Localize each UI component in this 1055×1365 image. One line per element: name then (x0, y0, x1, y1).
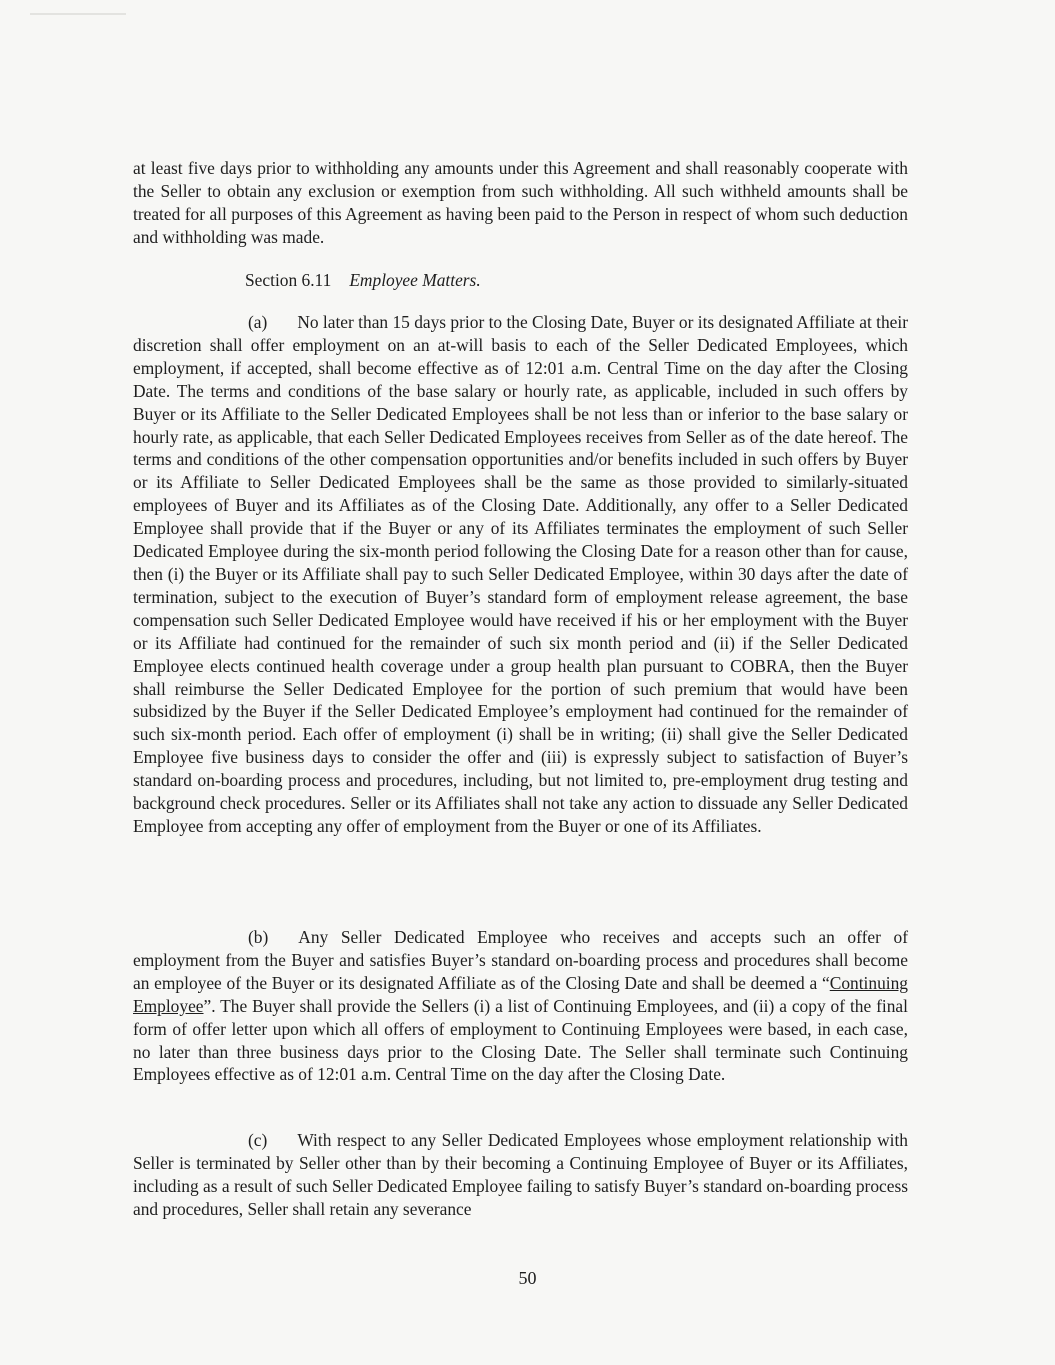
section-title: Employee Matters. (349, 270, 481, 290)
scan-artifact (30, 13, 126, 15)
section-number: Section 6.11 (245, 270, 332, 290)
page-number: 50 (518, 1268, 537, 1288)
paragraph-a (133, 311, 908, 838)
paragraph-c (133, 1129, 908, 1221)
paragraph-b-label: (b) (248, 927, 269, 947)
section-heading (245, 269, 481, 292)
paragraph-b-text-before: Any Seller Dedicated Employee who receives and accepts such an offer of employment from the Buyer and satisfies Buyer’s standard on-boarding process and procedures shall become an employee of the Buyer or its designated Affiliate as of the Closing Date and shall be deemed a “ (133, 927, 908, 993)
paragraph-c-text: With respect to any Seller Dedicated Employees whose employment relationship with Seller is terminated by Seller other than by their becoming a Continuing Employee of Buyer or its Affiliates, including as a result of such Seller Dedicated Employee failing to satisfy Buyer’s standard on-boarding process and procedures, Seller shall retain any severance (133, 1130, 908, 1219)
intro-paragraph: at least five days prior to withholding any amounts under this Agreement and shall reasonably cooperate with the Seller to obtain any exclusion or exemption from such withholding. All such withheld amounts shall be treated for all purposes of this Agreement as having been paid to the Person in respect of whom such deduction and withholding was made. (133, 158, 908, 247)
paragraph-b (133, 926, 908, 1086)
paragraph-a-label: (a) (248, 312, 268, 332)
paragraph-c-label: (c) (248, 1130, 268, 1150)
paragraph-a-text: No later than 15 days prior to the Closing Date, Buyer or its designated Affiliate at their discretion shall offer employment on an at-will basis to each of the Seller Dedicated Employees, which employment, if accepted, shall become effective as of 12:01 a.m. Central Time on the day after the Closing Date. The terms and conditions of the base salary or hourly rate, as applicable, included in such offers by Buyer or its Affiliate to the Seller Dedicated Employees shall be not less than or inferior to the base salary or hourly rate, as applicable, that each Seller Dedicated Employees receives from Seller as of the date hereof. The terms and conditions of the other compensation opportunities and/or benefits included in such offers by Buyer or its Affiliate to Seller Dedicated Employees shall be the same as those provided to similarly-situated employees of Buyer and its Affiliates as of the Closing Date. Additionally, any offer to a Seller Dedicated Employee shall provide that if the Buyer or any of its Affiliates terminates the employment of such Seller Dedicated Employee during the six-month period following the Closing Date for a reason other than for cause, then (i) the Buyer or its Affiliate shall pay to such Seller Dedicated Employee, within 30 days after the date of termination, subject to the execution of Buyer’s standard form of employment release agreement, the base compensation such Seller Dedicated Employee would have received if his or her employment with the Buyer or its Affiliate had continued for the remainder of such six month period and (ii) if the Seller Dedicated Employee elects continued health coverage under a group health plan pursuant to COBRA, then the Buyer shall reimburse the Seller Dedicated Employee for the portion of such premium that would have been subsidized by the Buyer if the Seller Dedicated Employee’s employment had continued for the remainder of such six-month period. Each offer of employment (i) shall be in writing; (ii) shall give the Seller Dedicated Employee five business days to consider the offer and (iii) is expressly subject to satisfaction of Buyer’s standard on-boarding process and procedures, including, but not limited to, pre-employment drug testing and background check procedures. Seller or its Affiliates shall not take any action to dissuade any Seller Dedicated Employee from accepting any offer of employment from the Buyer or one of its Affiliates. (133, 312, 908, 836)
paragraph-b-text-after: ”. The Buyer shall provide the Sellers (i) a list of Continuing Employees, and (ii) a copy of the final form of offer letter upon which all offers of employment to Continuing Employees were based, in each case, no later than three business days prior to the Closing Date. The Seller shall terminate such Continuing Employees effective as of 12:01 a.m. Central Time on the day after the Closing Date. (133, 995, 908, 1085)
defined-term-continuing-employee: Continuing Employee (133, 972, 908, 1016)
